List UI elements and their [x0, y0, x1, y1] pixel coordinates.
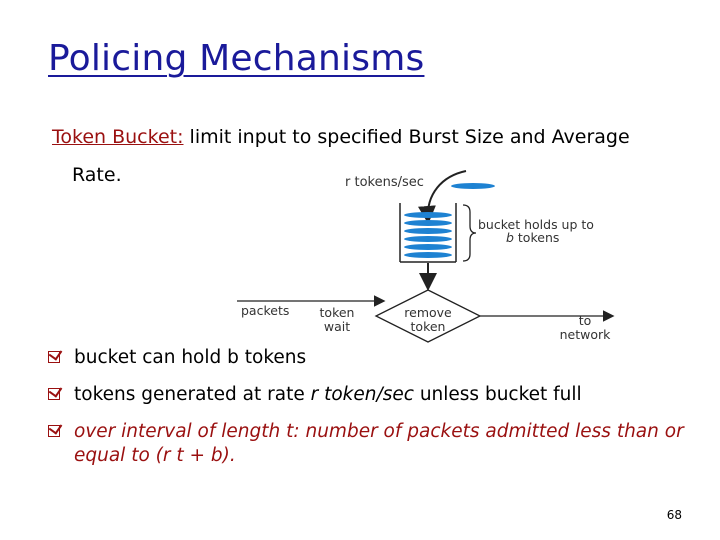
intro-line-1: limit input to specified Burst Size and Average	[183, 126, 630, 148]
token-disc	[404, 228, 452, 234]
bullet-item	[48, 346, 708, 370]
intro-keyword: Token Bucket:	[52, 126, 184, 148]
rate-label: r tokens/sec	[345, 175, 424, 190]
token-disc	[404, 252, 452, 258]
bullet-text: over interval of length t: number of packets admitted less than or equal to (r t + b).	[74, 421, 684, 466]
bullet-item	[48, 383, 708, 407]
bullet-text: tokens generated at rate	[74, 384, 311, 405]
incoming-token	[451, 183, 495, 189]
checkbox-bullet-icon	[48, 425, 60, 437]
page-number: 68	[666, 508, 682, 522]
remove-token-label: remove	[404, 305, 452, 320]
token-disc	[404, 244, 452, 250]
bullet-emphasis: r token/sec	[310, 384, 414, 405]
token-disc	[404, 220, 452, 226]
token-wait-label: token	[319, 305, 355, 320]
bucket-capacity-label: bucket holds up to	[478, 217, 594, 232]
token-wait-label-2: wait	[323, 319, 351, 334]
checkbox-bullet-icon	[48, 388, 60, 400]
token-disc	[404, 236, 452, 242]
network-label-2: network	[559, 327, 611, 342]
network-label: to	[578, 313, 592, 328]
bullet-list	[48, 346, 708, 481]
bullet-text: bucket can hold b tokens	[74, 347, 307, 368]
bullet-text: unless bucket full	[413, 384, 582, 405]
checkbox-bullet-icon	[48, 351, 60, 363]
bucket-brace	[463, 205, 476, 261]
bullet-item	[48, 420, 708, 468]
remove-token-label-2: token	[410, 319, 446, 334]
packets-label: packets	[241, 303, 290, 318]
bucket-capacity-label-2: b tokens	[506, 230, 560, 245]
token-disc	[404, 212, 452, 218]
intro-line-2: Rate.	[72, 164, 122, 186]
slide-title: Policing Mechanisms	[48, 38, 425, 79]
